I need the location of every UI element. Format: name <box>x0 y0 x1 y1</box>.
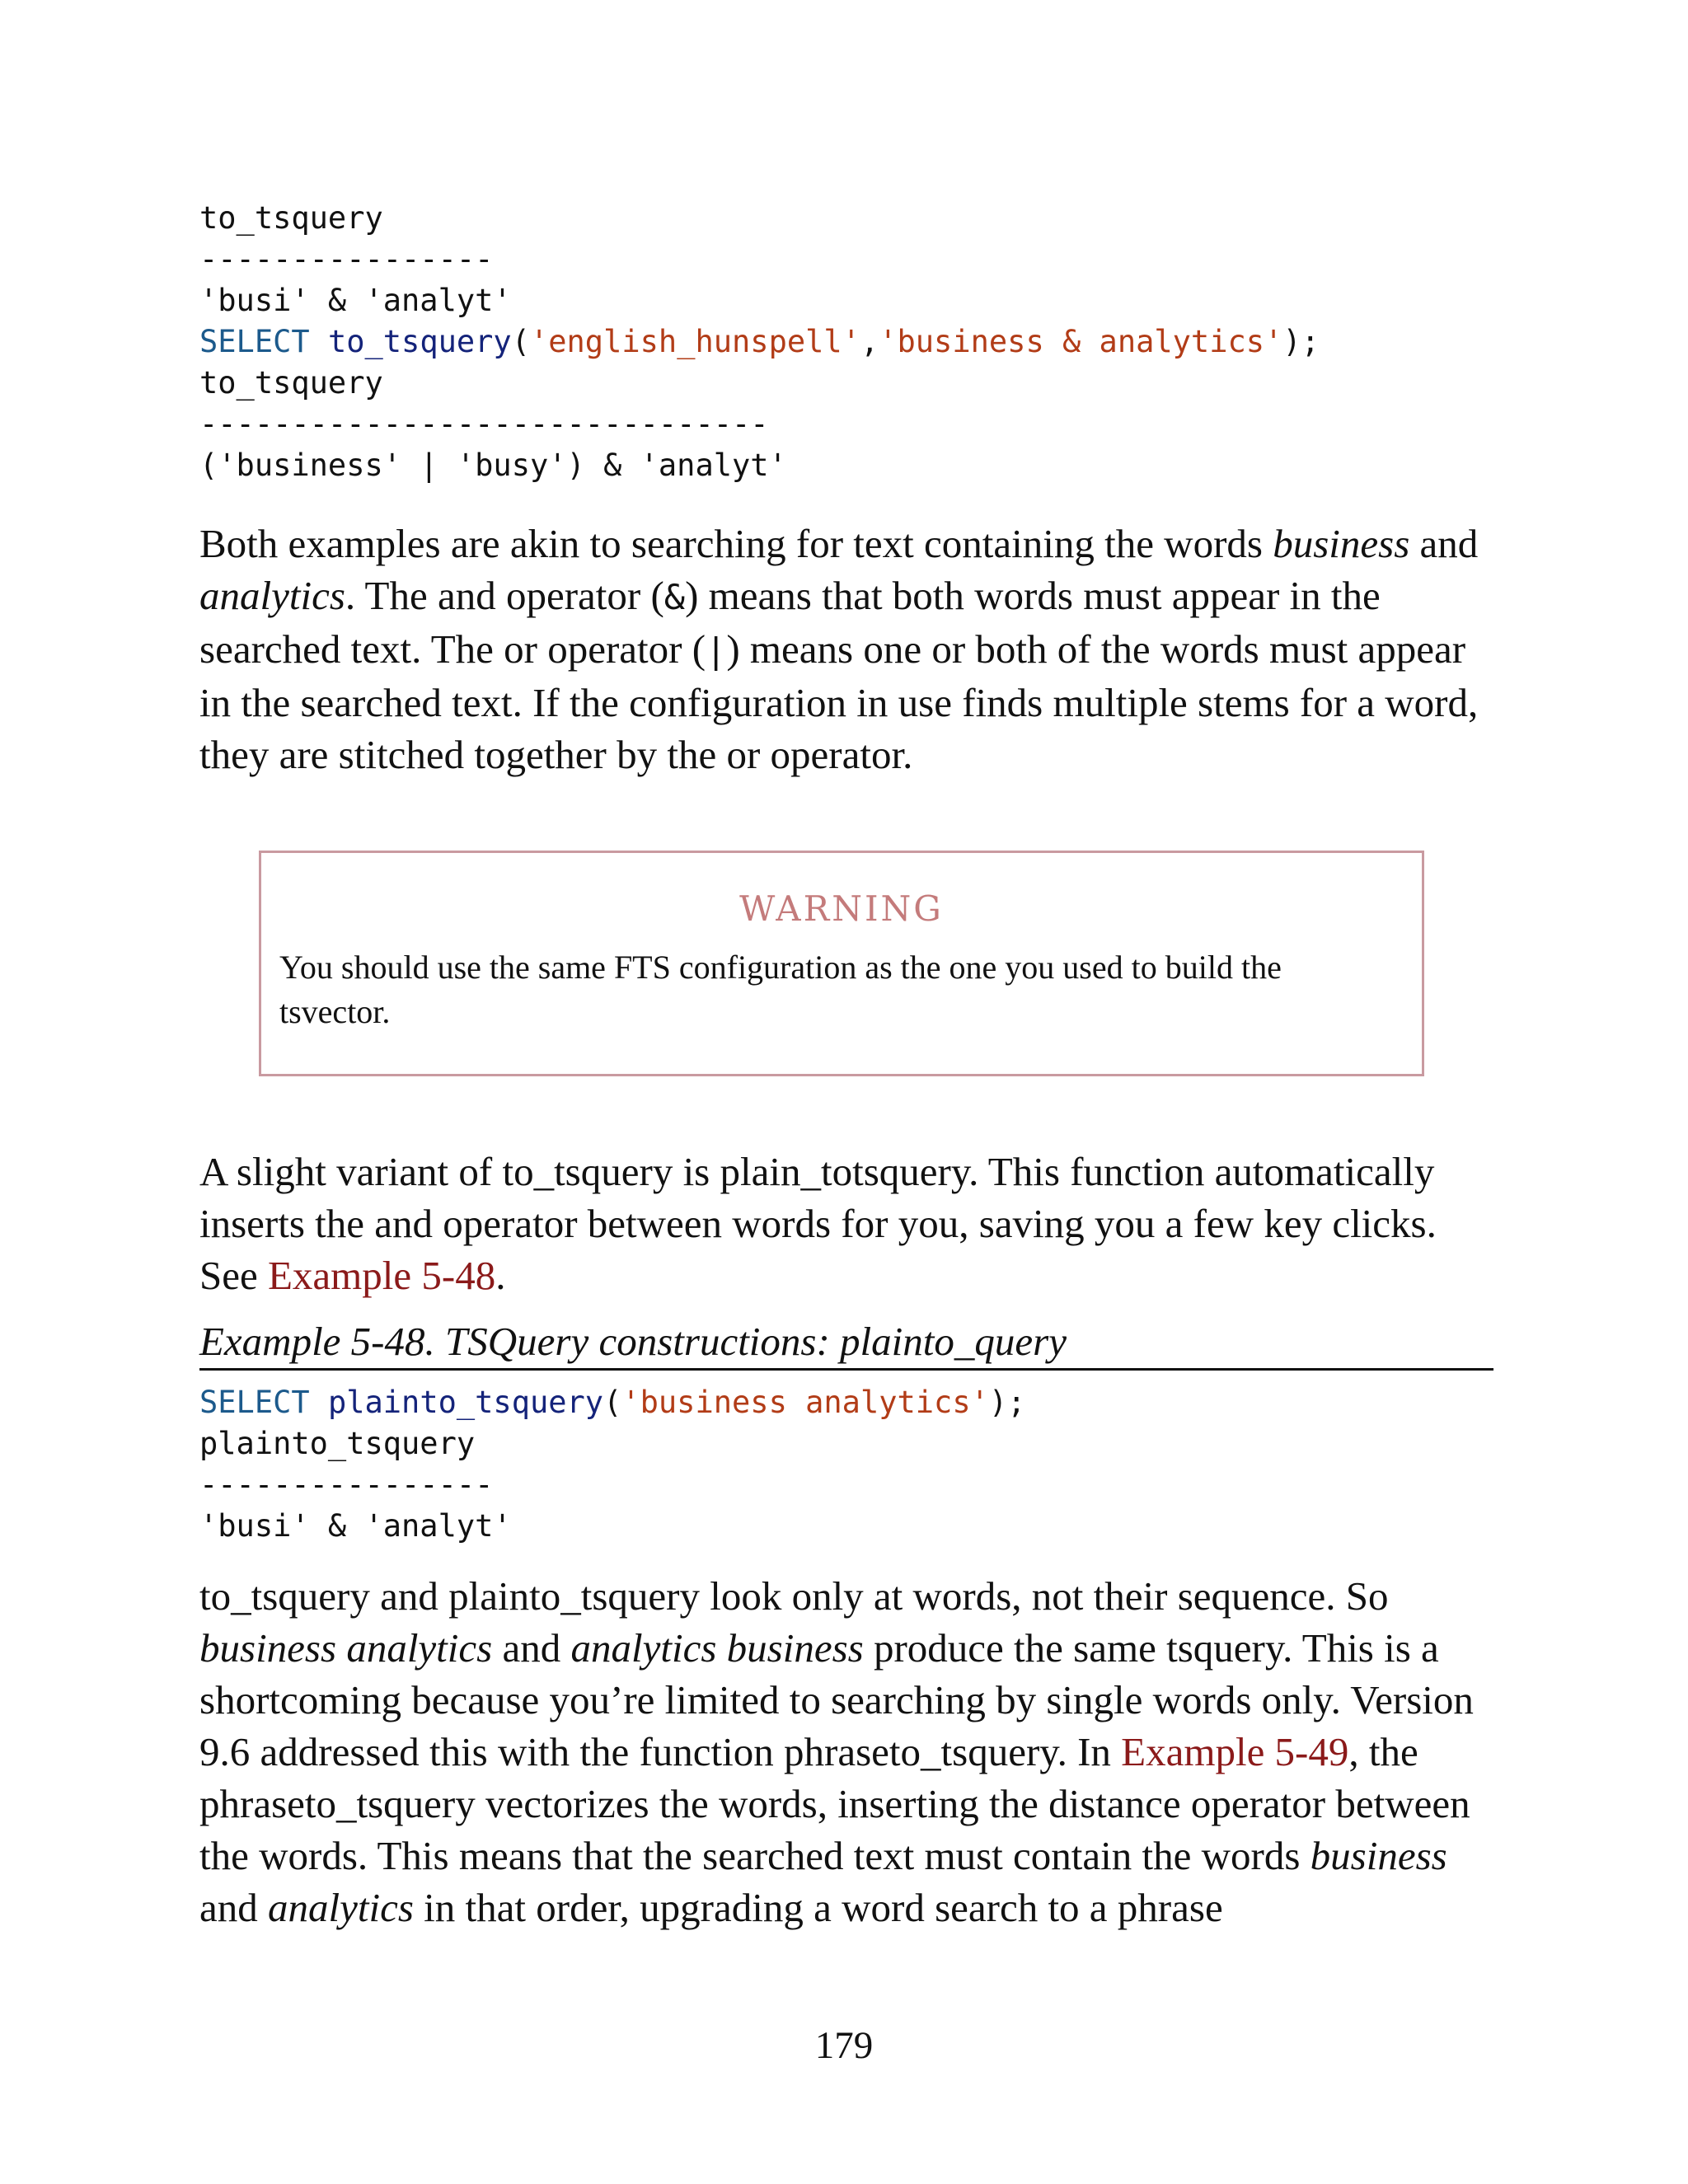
emphasis: business <box>1310 1833 1447 1878</box>
code-punct: ); <box>988 1385 1026 1420</box>
sql-keyword: SELECT <box>199 324 310 359</box>
inline-code: & <box>663 577 686 617</box>
inline-code: | <box>706 630 727 671</box>
code-line: 'busi' & 'analyt' <box>199 1508 512 1544</box>
example-caption: Example 5-48. TSQuery constructions: plainto_query <box>199 1317 1493 1371</box>
sql-string: 'business analytics' <box>621 1385 989 1420</box>
paragraph-3: to_tsquery and plainto_tsquery look only at words, not their sequence. So business analytics and analytics business produce the same tsquery. This is a shortcoming because you’re limited to searching by single words only. Version 9.6 addressed this with the function phraseto_tsquery. In Example 5-49, the phraseto_tsquery vectorizes the words, inserting the distance operator between the words. This means that the searched text must contain the words business and analytics in that order, upgrading a word search to a phrase <box>199 1573 1474 1930</box>
emphasis: analytics business <box>570 1625 864 1671</box>
code-line: to_tsquery <box>199 365 383 401</box>
code-line: ------------------------------- <box>199 406 769 442</box>
code-block-1 <box>199 198 1320 486</box>
warning-title: WARNING <box>739 888 944 929</box>
sql-string: 'business & analytics' <box>879 324 1283 359</box>
code-line: ---------------- <box>199 1467 494 1502</box>
sql-keyword: SELECT <box>199 1385 310 1420</box>
code-punct: ( <box>511 324 530 359</box>
code-block-2 <box>199 1382 1025 1547</box>
warning-box <box>259 851 1424 1076</box>
code-punct: , <box>860 324 879 359</box>
code-line: plainto_tsquery <box>199 1426 476 1461</box>
paragraph-2: A slight variant of to_tsquery is plain_totsquery. This function automatically inserts the and operator between words for you, saving you a few key clicks. See Example 5-48. <box>199 1149 1437 1298</box>
emphasis: business analytics <box>199 1625 493 1671</box>
code-line: ('business' | 'busy') & 'analyt' <box>199 448 787 483</box>
code-punct: ( <box>603 1385 622 1420</box>
page-number: 179 <box>814 2024 874 2067</box>
emphasis: analytics <box>199 573 345 618</box>
code-line: 'busi' & 'analyt' <box>199 283 512 318</box>
code-line: to_tsquery <box>199 200 383 236</box>
example-link[interactable]: Example 5-48 <box>268 1253 496 1298</box>
sql-function: to_tsquery <box>327 324 512 359</box>
code-punct: ); <box>1282 324 1320 359</box>
sql-function: plainto_tsquery <box>327 1385 604 1420</box>
emphasis: analytics <box>268 1885 414 1930</box>
emphasis: business <box>1273 521 1410 566</box>
warning-body: You should use the same FTS configuration as the one you used to build the tsvector. <box>279 949 1282 1030</box>
sql-string: 'english_hunspell' <box>529 324 860 359</box>
paragraph-1: Both examples are akin to searching for text containing the words business and analytics. The and operator (&) means that both words must appear in the searched text. The or operator (|) means one or both of the words must appear in the searched text. If the configuration in use finds multiple stems for a word, they are stitched together by the or operator. <box>199 521 1479 777</box>
code-line: ---------------- <box>199 241 494 277</box>
example-link[interactable]: Example 5-49 <box>1121 1729 1349 1774</box>
